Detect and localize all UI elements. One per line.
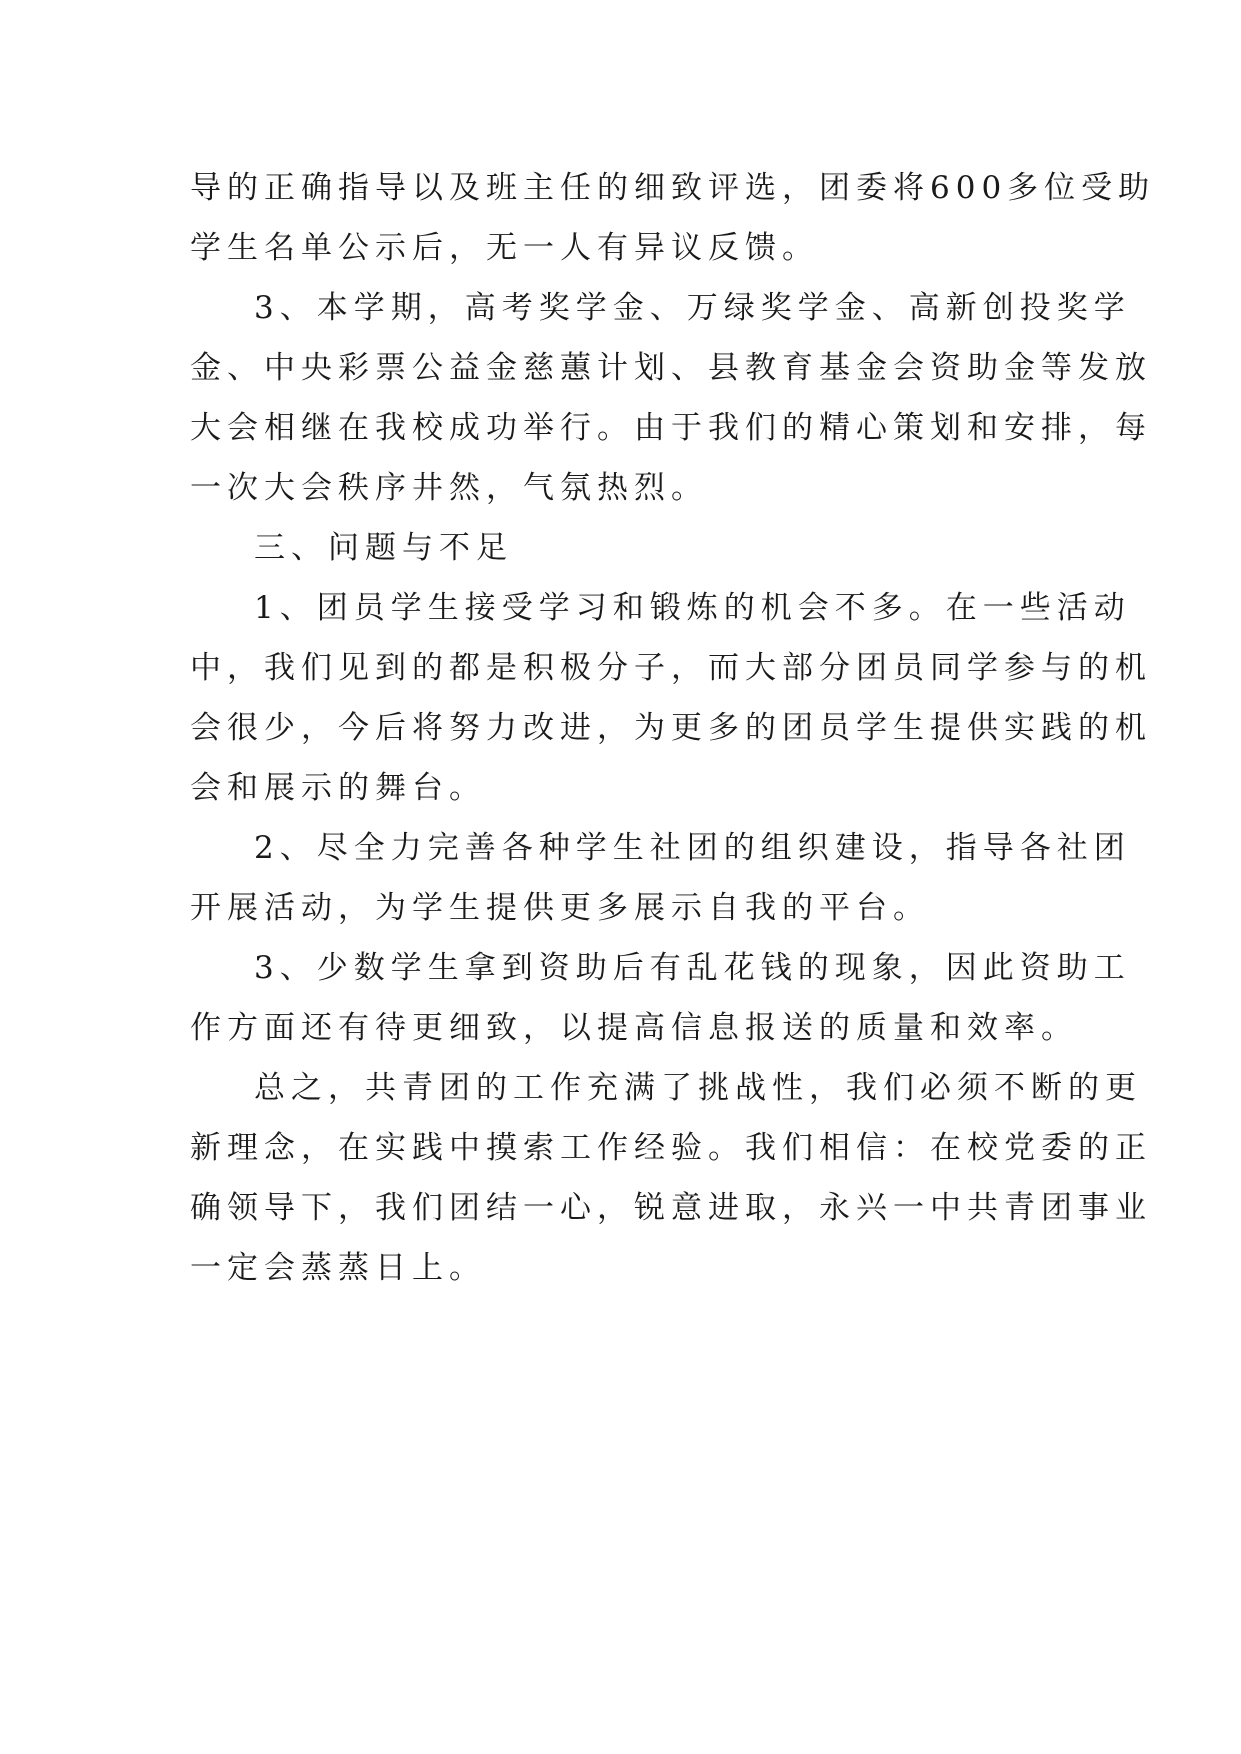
- text-line: 开展活动，为学生提供更多展示自我的平台。: [190, 890, 930, 926]
- text-line: 中，我们见到的都是积极分子，而大部分团员同学参与的机: [190, 650, 1152, 686]
- text-line: 金、中央彩票公益金慈蕙计划、县教育基金会资助金等发放: [190, 350, 1152, 386]
- text-line: 导的正确指导以及班主任的细致评选，团委将600多位受助: [190, 170, 1156, 206]
- text-line: 确领导下，我们团结一心，锐意进取，永兴一中共青团事业: [190, 1190, 1152, 1226]
- text-line: 作方面还有待更细致，以提高信息报送的质量和效率。: [190, 1010, 1078, 1046]
- text-line: 会和展示的舞台。: [190, 770, 486, 806]
- text-line: 3、少数学生拿到资助后有乱花钱的现象，因此资助工: [254, 950, 1131, 986]
- text-line: 1、团员学生接受学习和锻炼的机会不多。在一些活动: [254, 590, 1131, 626]
- text-line: 学生名单公示后，无一人有异议反馈。: [190, 230, 819, 266]
- text-line: 会很少，今后将努力改进，为更多的团员学生提供实践的机: [190, 710, 1152, 746]
- text-line: 一次大会秩序井然，气氛热烈。: [190, 470, 708, 506]
- text-line: 新理念，在实践中摸索工作经验。我们相信：在校党委的正: [190, 1130, 1152, 1166]
- section-heading: 三、问题与不足: [254, 530, 513, 566]
- text-line: 大会相继在我校成功举行。由于我们的精心策划和安排，每: [190, 410, 1152, 446]
- text-line: 总之，共青团的工作充满了挑战性，我们必须不断的更: [254, 1070, 1142, 1106]
- text-line: 2、尽全力完善各种学生社团的组织建设，指导各社团: [254, 830, 1131, 866]
- document-body: [190, 158, 1156, 1298]
- text-line: 一定会蒸蒸日上。: [190, 1250, 486, 1286]
- text-line: 3、本学期，高考奖学金、万绿奖学金、高新创投奖学: [254, 290, 1131, 326]
